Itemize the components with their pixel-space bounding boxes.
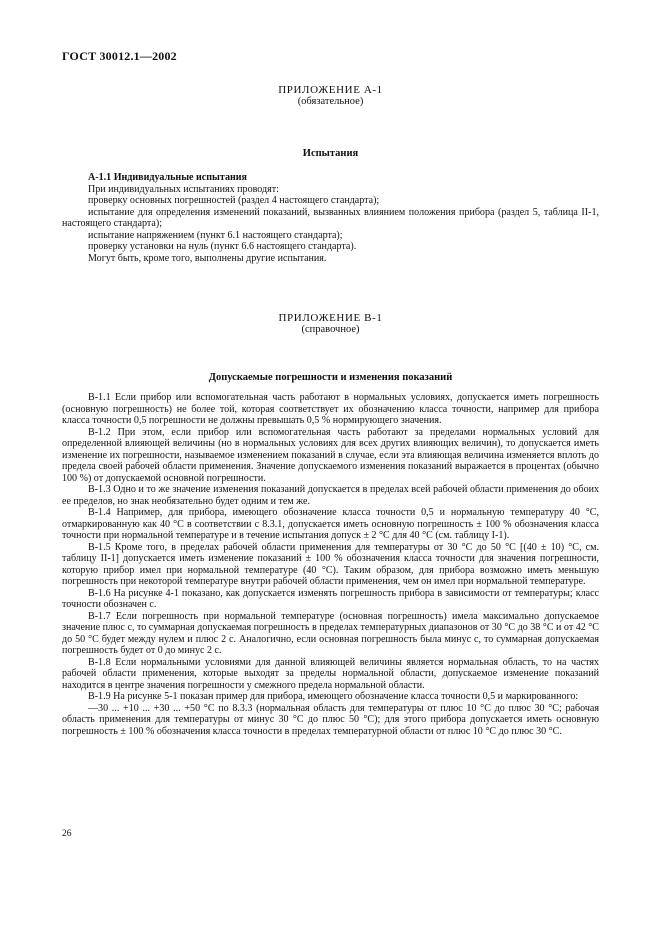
paragraph: В-1.5 Кроме того, в пределах рабочей области применения для температуры от 30 °С до 50 °С [(40 ± 10) °С, см. таблицу II-1] допускается иметь изменение показаний ± 100 % обозначения класса точности для значения погрешности, которую прибор имел при нормальной температуре (40 °С). Таким образом, для прибора возможно иметь меньшую погрешность при некоторой температуре внутри рабочей области применения, чем он имел при нормальной температуре. [62,541,599,587]
subsection-heading [62,172,599,184]
appendix-a-status: (обязательное) [297,96,364,107]
subsection-number: А-1.1 [88,172,112,183]
body-line: проверку основных погрешностей (раздел 4 настоящего стандарта); [88,195,380,206]
paragraph: В-1.9 На рисунке 5-1 показан пример для прибора, имеющего обозначение класса точности 0,5 и маркированного: [88,691,579,702]
body-line: Могут быть, кроме того, выполнены другие испытания. [88,252,327,264]
appendix-a-body [62,172,599,264]
subsection-title: Индивидуальные испытания [113,172,247,183]
appendix-a-section-title: Испытания [302,148,359,159]
appendix-b-status: (справочное) [301,324,360,335]
paragraph: В-1.2 При этом, если прибор или вспомогательная часть работают за пределами нормальных условий для определенной влияющей величины (но в нормальных условиях для всех других влияющих величин), то допускается иметь изменение их погрешности, называемое изменением показаний в случае, если эта влияющая величина изменяется вплоть до предела своей рабочей области применения. Значение допускаемого изменения показаний выражается в процентах (обычно 100 %) от допускаемой основной погрешности. [62,426,599,484]
paragraph: В-1.1 Если прибор или вспомогательная часть работают в нормальных условиях, допускается иметь погрешность (основную погрешность) не более той, которая соответствует их обозначению класса точности, например для прибора класса точности 0,5 погрешности не должны превышать 0,5 % нормирующего значения. [62,392,599,426]
paragraph: В-1.6 На рисунке 4-1 показано, как допускается изменять погрешность прибора в зависимости от температуры; класс точности обозначен с. [62,587,599,610]
appendix-b-body [62,392,599,737]
appendix-b-title: ПРИЛОЖЕНИЕ В-1 [278,312,383,324]
body-line: испытание для определения изменений показаний, вызванных влиянием положения прибора (раздел 5, таблица II-1, настоящего стандарта); [62,206,599,229]
body-line: проверку установки на нуль (пункт 6.6 настоящего стандарта). [88,241,357,252]
paragraph: В-1.4 Например, для прибора, имеющего обозначение класса точности 0,5 и нормальную температуру 40 °С, отмаркированную как 40 °С в соответствии с 8.3.1, допускается иметь основную погрешность ± 100 % обозначения класса точности при нормальной температуре и в течение испытания допуск ± 2 °С для 40 °С (см. таблицу I-1). [62,507,599,541]
page-number: 26 [62,829,72,839]
body-line: При индивидуальных испытаниях проводят: [88,183,279,195]
appendix-b-section-title: Допускаемые погрешности и изменения показаний [208,372,453,383]
paragraph: —30 ... +10 ... +30 ... +50 °С по 8.3.3 (нормальная область для температуры от плюс 10 °С до плюс 30 °С; рабочая область применения для температуры от минус 30 °С до плюс 50 °С); для этого прибора допускается иметь основную погрешность ± 100 % обозначения класса точности в пределах температурной области от плюс 10 °С до плюс 30 °С. [62,702,599,737]
paragraph: В-1.7 Если погрешность при нормальной температуре (основная погрешность) имела максимально допускаемое значение плюс с, то суммарная допускаемая погрешность в пределах температурных диапазонов от 30 °С до 38 °С и от 42 °С до 50 °С будет между нулем и плюс 2 с. Аналогично, если основная погрешность была минус с, то суммарная допускаемая погрешность будет от 0 до минус 2 с. [62,610,599,656]
paragraph: В-1.3 Одно и то же значение изменения показаний допускается в пределах всей рабочей области применения до обоих ее пределов, но знак необязательно будет одним и тем же. [62,484,599,507]
paragraph: В-1.8 Если нормальными условиями для данной влияющей величины является нормальная область, то на частях рабочей области применения, которые выходят за пределы нормальной области, допускаемое изменение показаний находится в центре значения погрешности у смежного предела нормальной области. [62,656,599,691]
body-line: испытание напряжением (пункт 6.1 настоящего стандарта); [88,229,343,241]
document-header: ГОСТ 30012.1—2002 [62,49,177,63]
appendix-a-title: ПРИЛОЖЕНИЕ А-1 [278,84,383,96]
